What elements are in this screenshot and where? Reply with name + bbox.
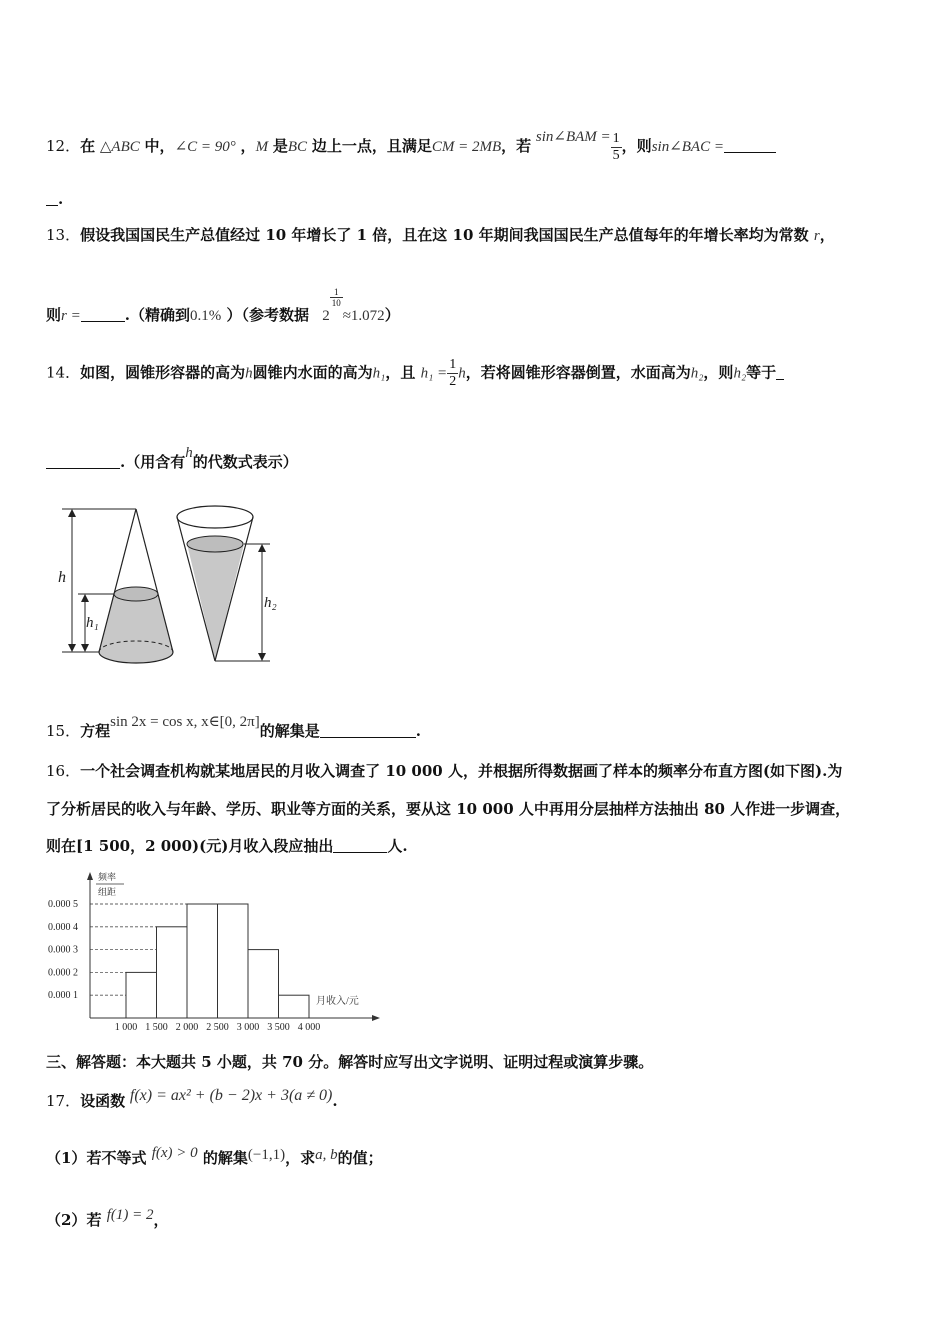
question-15 — [46, 712, 421, 741]
q14-text-8: 的代数式表示） — [192, 453, 298, 471]
fig-label-h: h — [58, 569, 66, 586]
q15-math-equation: sin 2x = cos x, x∈[0, 2π] — [110, 714, 260, 730]
q14-math-h2b: h₂ — [733, 365, 747, 382]
y-label-denominator: 组距 — [98, 887, 117, 897]
income-histogram — [46, 868, 386, 1033]
q17-p2-math-1: f(1) = 2 — [106, 1207, 154, 1223]
y-label-numerator: 频率 — [98, 872, 117, 882]
q12-answer-blank-1 — [724, 138, 776, 153]
inverted-cone-water — [187, 536, 244, 661]
q12-text-6: ，若 — [501, 137, 532, 155]
q12-math-angle: ∠C = 90° — [174, 139, 236, 155]
q17-p1-math-1: f(x) > 0 — [151, 1145, 198, 1161]
q13-precision: 0.1% — [189, 308, 222, 324]
q17-p1-text-4: 的值； — [337, 1149, 383, 1167]
q16-line-3a: 则在[1 500，2 000)(元)月收入段应抽出 — [46, 837, 334, 855]
histogram-y-ticks — [48, 899, 78, 1001]
histogram-bar — [279, 995, 310, 1018]
q12-end: . — [58, 190, 64, 208]
q14-math-h: h — [245, 365, 253, 382]
y-tick-label: 0.000 1 — [48, 990, 78, 1002]
x-tick-label: 2 500 — [206, 1022, 229, 1033]
q12-text-7: ，则 — [621, 137, 652, 155]
x-axis-label: 月收入/元 — [316, 996, 359, 1007]
q14-text-3: ，且 — [385, 363, 416, 382]
histogram-y-label — [96, 871, 124, 897]
question-14 — [46, 357, 784, 390]
q14-math-h1-eq: h₁ = — [420, 365, 448, 382]
q14-text-5: ，则 — [703, 363, 734, 382]
question-12 — [46, 127, 776, 164]
q13-math-r-eq: r = — [61, 308, 81, 324]
q14-math-h2: h₂ — [690, 365, 704, 382]
q13-precise: .（精确到 — [124, 306, 190, 324]
fig-label-h1: h₁ — [86, 615, 99, 631]
q17-p1-math-2: (−1,1) — [247, 1147, 286, 1163]
histogram-bars — [126, 904, 309, 1018]
q12-math-sin-bac: sin∠BAC = — [651, 139, 724, 155]
cone-figure — [48, 495, 298, 670]
q15-text-2: 的解集是 — [259, 722, 320, 740]
q12-continuation — [46, 190, 63, 208]
q17-p2-text-1: 若 — [86, 1211, 102, 1229]
q17-p2-text-2: ， — [153, 1211, 169, 1229]
q12-answer-blank-2 — [46, 191, 58, 206]
q12-text-2: 中， — [144, 137, 175, 155]
q14-frac-den: 2 — [449, 374, 457, 389]
q14-text-1: 如图，圆锥形容器的高为 — [80, 363, 246, 382]
q12-text-4: 是 — [272, 137, 288, 155]
y-tick-label: 0.000 5 — [48, 899, 78, 910]
histogram-bar — [248, 950, 279, 1018]
question-13 — [46, 224, 835, 245]
q17-p2-label: （2） — [46, 1211, 87, 1229]
q17-part-2 — [46, 1207, 168, 1230]
q17-math-function: f(x) = ax² + (b − 2)x + 3(a ≠ 0) — [129, 1087, 333, 1104]
q12-text-1: 在 — [80, 137, 96, 155]
section-3-heading: 三、解答题：本大题共 5 小题，共 70 分。解答时应写出文字说明、证明过程或演算步骤。 — [46, 1053, 654, 1071]
q17-part-1 — [46, 1145, 383, 1168]
q12-math-BC: BC — [287, 139, 308, 155]
histogram-x-ticks — [115, 1022, 321, 1033]
upright-cone — [58, 509, 173, 663]
q16-line-2: 了分析居民的收入与年龄、学历、职业等方面的关系，要从这 10 000 人中再用分层抽样方法抽出 80 人作进一步调查， — [46, 800, 851, 818]
q12-frac-den: 5 — [612, 147, 620, 163]
q13-ref-base: 2 — [322, 308, 330, 324]
q13-ref-exp-den: 10 — [331, 298, 341, 308]
q15-text-1: 方程 — [80, 722, 111, 740]
q15-number: 15． — [46, 722, 81, 740]
q13-second-line — [46, 287, 400, 325]
q17-p1-label: （1） — [46, 1149, 87, 1167]
q14-number: 14． — [46, 363, 81, 382]
question-16 — [46, 760, 842, 781]
fig-label-h2: h₂ — [264, 595, 277, 611]
q13-text: 假设我国国民生产总值经过 10 年增长了 1 倍，且在这 10 年期间我国国民生产总值每年的年增长率均为常数 — [80, 226, 809, 244]
x-tick-label: 1 500 — [145, 1022, 168, 1033]
q16-number: 16． — [46, 762, 81, 780]
q17-text-1: 设函数 — [80, 1092, 126, 1110]
q17-p1-text-3: ，求 — [285, 1149, 316, 1167]
q14-math-h-after: h — [458, 365, 466, 382]
q13-comma: ， — [819, 226, 835, 244]
q14-answer-blank-2 — [46, 454, 120, 469]
q17-end: . — [332, 1092, 338, 1110]
q14-text-2: 圆锥内水面的高为 — [252, 363, 373, 382]
q16-line-2-wrap — [46, 798, 850, 819]
q13-number: 13． — [46, 226, 81, 244]
q12-fraction — [611, 131, 622, 164]
q14-text-7: .（用含有 — [120, 453, 186, 471]
q13-answer-blank — [81, 307, 125, 322]
q13-then: 则 — [46, 306, 62, 324]
q14-math-h3: h — [185, 445, 193, 461]
inverted-cone — [177, 506, 277, 661]
x-tick-label: 2 000 — [175, 1022, 199, 1033]
q16-line-3-wrap — [46, 835, 408, 856]
q14-answer-blank-1 — [776, 365, 784, 380]
q17-p1-math-3: a, b — [315, 1147, 338, 1163]
q12-text-5: 边上一点，且满足 — [311, 137, 432, 155]
q13-math-r: r — [813, 228, 820, 244]
question-17 — [46, 1087, 338, 1111]
q12-math-condition: CM = 2MB — [431, 139, 502, 155]
q13-close: ） — [384, 306, 400, 324]
q14-text-4: ，若将圆锥形容器倒置，水面高为 — [465, 363, 691, 382]
q17-p1-text-1: 若不等式 — [86, 1149, 147, 1167]
q13-ref-exponent — [330, 287, 343, 308]
q14-second-line — [46, 445, 298, 472]
q12-math-M: M — [255, 139, 269, 155]
q14-text-6: 等于 — [746, 363, 777, 382]
q13-ref-exp-num: 1 — [330, 287, 343, 298]
y-tick-label: 0.000 2 — [48, 967, 78, 979]
x-tick-label: 4 000 — [297, 1022, 321, 1033]
q17-number: 17． — [46, 1092, 81, 1110]
histogram-bar — [157, 927, 188, 1018]
x-tick-label: 3 000 — [236, 1022, 260, 1033]
q17-p1-text-2: 的解集 — [202, 1149, 248, 1167]
q12-number: 12． — [46, 137, 81, 155]
q16-line-3b: 人. — [387, 837, 408, 855]
q15-answer-blank — [320, 723, 416, 738]
q16-line-1: 一个社会调查机构就某地居民的月收入调查了 10 000 人，并根据所得数据画了样本的频率分布直方图(如下图).为 — [80, 762, 843, 780]
x-tick-label: 3 500 — [267, 1022, 290, 1033]
q12-math-sin-bam: sin∠BAM = — [535, 129, 611, 145]
histogram-bar — [126, 972, 157, 1018]
y-tick-label: 0.000 3 — [48, 944, 78, 956]
q14-frac-num: 1 — [449, 357, 457, 372]
y-tick-label: 0.000 4 — [48, 921, 78, 933]
q13-ref-approx: ≈1.072 — [342, 308, 385, 324]
q12-text-3: ， — [240, 137, 256, 155]
x-tick-label: 1 000 — [114, 1022, 138, 1033]
histogram-bar — [187, 904, 218, 1018]
q13-ref: ）（参考数据 — [226, 306, 309, 324]
q14-math-h1: h₁ — [372, 365, 386, 382]
q14-fraction — [447, 357, 458, 390]
q12-math-triangle: △ABC — [99, 139, 140, 155]
q15-end: . — [415, 722, 421, 740]
histogram-bar — [218, 904, 249, 1018]
q12-frac-num: 1 — [612, 130, 620, 146]
q16-answer-blank — [333, 838, 387, 853]
